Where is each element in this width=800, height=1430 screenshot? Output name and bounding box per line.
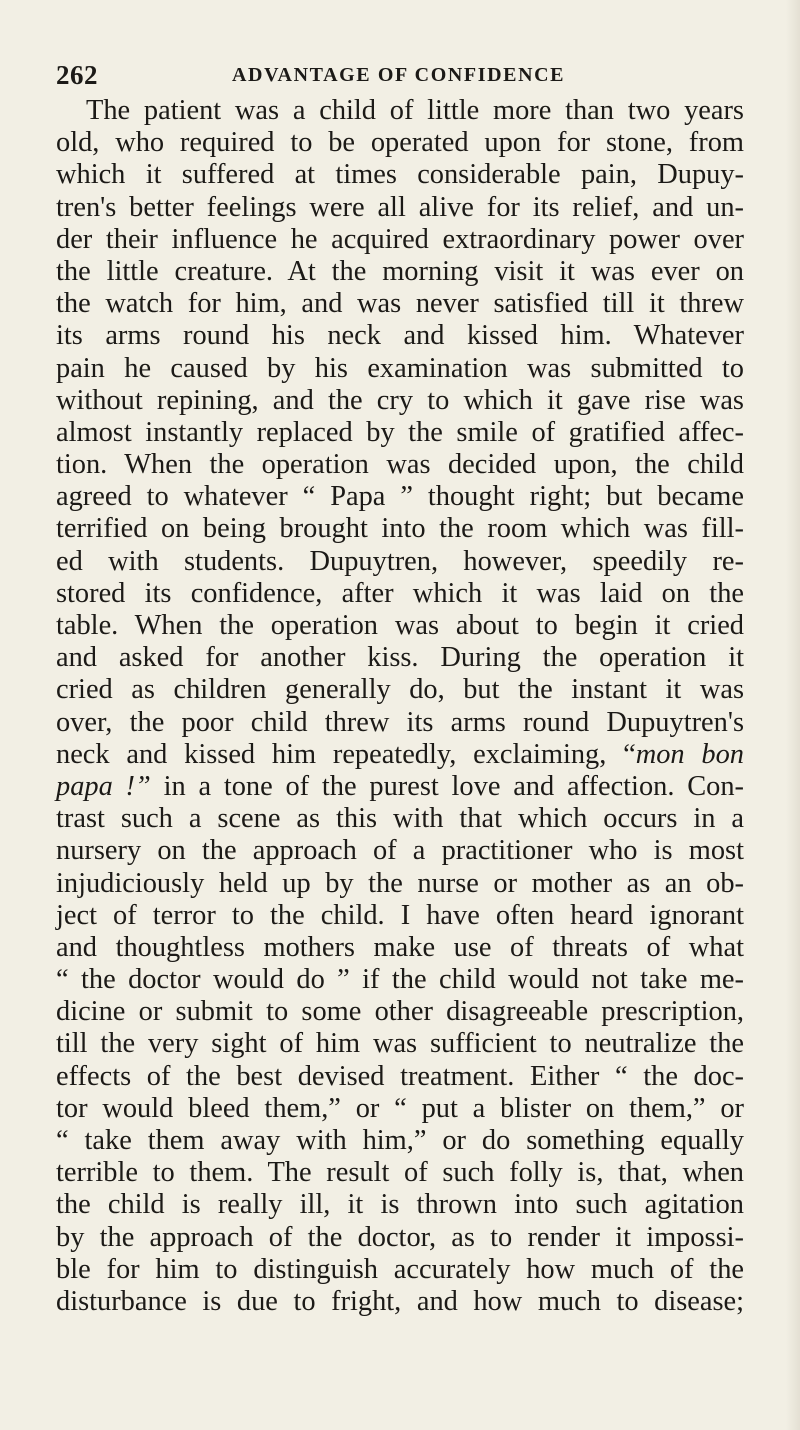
text-line-with-italic: [56, 771, 744, 803]
text-line: tion. When the operation was decided upon, the child: [56, 449, 744, 481]
text-line: “ take them away with him,” or do something equally: [56, 1125, 744, 1156]
text-line: ed with students. Dupuytren, however, speedily re-: [56, 545, 744, 577]
page-number: 262: [56, 60, 98, 90]
italic-phrase: mon bon: [635, 738, 744, 770]
text-line: by the approach of the doctor, as to render it impossi-: [56, 1221, 744, 1253]
text-line: disturbance is due to fright, and how much to disease;: [56, 1285, 744, 1317]
text-line: stored its confidence, after which it was laid on the: [56, 577, 744, 609]
text-line: agreed to whatever “ Papa ” thought right; but became: [56, 481, 744, 513]
text-line: The patient was a child of little more than two years: [86, 95, 744, 126]
text-line: almost instantly replaced by the smile of gratified affec-: [56, 416, 744, 448]
running-title: ADVANTAGE OF CONFIDENCE: [232, 64, 566, 86]
text-line: and thoughtless mothers make use of threats of what: [56, 931, 744, 963]
text-line: “ the doctor would do ” if the child would not take me-: [56, 964, 744, 996]
text-line: nursery on the approach of a practitioner who is most: [56, 835, 744, 867]
text-line: der their influence he acquired extraordinary power over: [56, 223, 744, 255]
text-line: till the very sight of him was sufficient to neutralize the: [56, 1028, 744, 1060]
page-edge-shading: [786, 0, 800, 1430]
text-line: without repining, and the cry to which it gave rise was: [56, 384, 744, 416]
text-line: tor would bleed them,” or “ put a blister on them,” or: [56, 1092, 744, 1124]
text-line: the little creature. At the morning visit it was ever on: [56, 255, 744, 287]
text-line: injudiciously held up by the nurse or mother as an ob-: [56, 867, 744, 899]
text-line: its arms round his neck and kissed him. Whatever: [56, 320, 744, 352]
text-segment: in a tone of the purest love and affection. Con-: [163, 770, 744, 802]
italic-phrase: papa !”: [56, 770, 151, 802]
running-head: [56, 60, 746, 90]
text-line-with-italic: [56, 739, 744, 771]
text-line: tren's better feelings were all alive for its relief, and un-: [56, 191, 744, 223]
text-line: pain he caused by his examination was submitted to: [56, 352, 744, 384]
text-line: the watch for him, and was never satisfied till it threw: [56, 288, 744, 320]
text-line: table. When the operation was about to begin it cried: [56, 610, 744, 641]
text-line: cried as children generally do, but the instant it was: [56, 674, 744, 706]
text-segment: neck and kissed him repeatedly, exclaiming, “: [56, 738, 636, 770]
text-line: effects of the best devised treatment. Either “ the doc-: [56, 1060, 744, 1092]
text-line: over, the poor child threw its arms round Dupuytren's: [56, 706, 744, 738]
text-line: and asked for another kiss. During the operation it: [56, 642, 744, 674]
text-line: which it suffered at times considerable pain, Dupuy-: [56, 159, 744, 191]
text-line: the child is really ill, it is thrown into such agitation: [56, 1189, 744, 1221]
body-text: [56, 95, 744, 1318]
text-line: old, who required to be operated upon for stone, from: [56, 127, 744, 159]
text-line: terrible to them. The result of such folly is, that, when: [56, 1157, 744, 1189]
text-line: ject of terror to the child. I have often heard ignorant: [56, 899, 744, 931]
text-line: terrified on being brought into the room which was fill-: [56, 513, 744, 545]
text-line: dicine or submit to some other disagreeable prescription,: [56, 996, 744, 1028]
text-line: ble for him to distinguish accurately how much of the: [56, 1253, 744, 1285]
text-line: trast such a scene as this with that which occurs in a: [56, 803, 744, 835]
